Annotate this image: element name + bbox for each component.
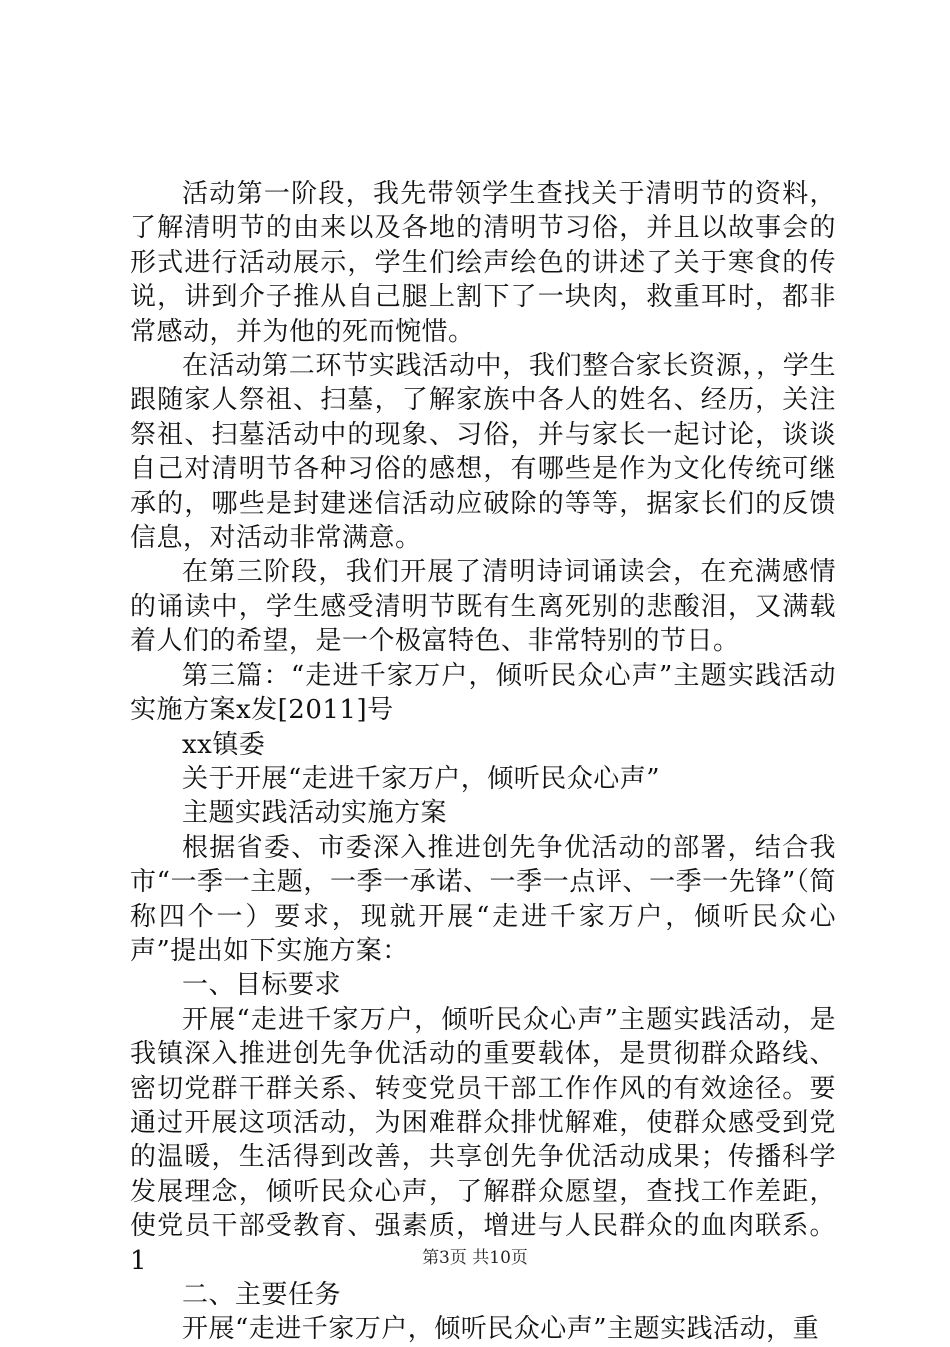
paragraph-goals: 开展“走进千家万户，倾听民众心声”主题实践活动，是我镇深入推进创先争优活动的重要载体，是贯彻群众路线、密切党群干群关系、转变党员干部工作作风的有效途径。要通过开展这项活动，为困难群众排忧解难，使群众感受到党的温暖，生活得到改善，共享创先争优活动成果；传播科学发展理念，倾听民众心声，了解群众愿望，查找工作差距，使党员干部受教育、强素质，增进与人民群众的血肉联系。1	[130, 1004, 836, 1276]
page-number-footer: 第3页 共10页	[422, 1248, 528, 1268]
paragraph-stage-three: 在第三阶段，我们开展了清明诗词诵读会，在充满感情的诵读中，学生感受清明节既有生离死别的悲酸泪，又满载着人们的希望，是一个极富特色、非常特别的节日。	[130, 557, 836, 657]
paragraph-stage-two: 在活动第二环节实践活动中，我们整合家长资源，，学生跟随家人祭祖、扫墓，了解家族中各人的姓名、经历，关注祭祖、扫墓活动中的现象、习俗，并与家长一起讨论，谈谈自己对清明节各种习俗的感想，有哪些是作为文化传统可继承的，哪些是封建迷信活动应破除的等等，据家长们的反馈信息，对活动非常满意。	[130, 351, 836, 554]
paragraph-tasks: 开展“走进千家万户，倾听民众心声”主题实践活动，重	[182, 1314, 820, 1345]
document-body	[130, 177, 836, 1347]
paragraph-intro: 根据省委、市委深入推进创先争优活动的部署，结合我市“一季一主题，一季一承诺、一季一点评、一季一先锋”（简称四个一）要求，现就开展“走进千家万户，倾听民众心声”提出如下实施方案：	[130, 832, 836, 966]
document-title-line-1: 关于开展“走进千家万户，倾听民众心声”	[182, 763, 661, 794]
heading-goals: 一、目标要求	[182, 970, 342, 1001]
heading-tasks: 二、主要任务	[182, 1280, 342, 1310]
section-heading: 第三篇：“走进千家万户，倾听民众心声”主题实践活动实施方案x发[2011]号	[130, 660, 836, 726]
issuer-line: xx镇委	[182, 729, 266, 760]
document-title-line-2: 主题实践活动实施方案	[182, 798, 448, 829]
paragraph-stage-one: 活动第一阶段，我先带领学生查找关于清明节的资料，了解清明节的由来以及各地的清明节习俗，并且以故事会的形式进行活动展示，学生们绘声绘色的讲述了关于寒食的传说，讲到介子推从自己腿上割下了一块肉，救重耳时，都非常感动，并为他的死而惋惜。	[130, 179, 836, 347]
